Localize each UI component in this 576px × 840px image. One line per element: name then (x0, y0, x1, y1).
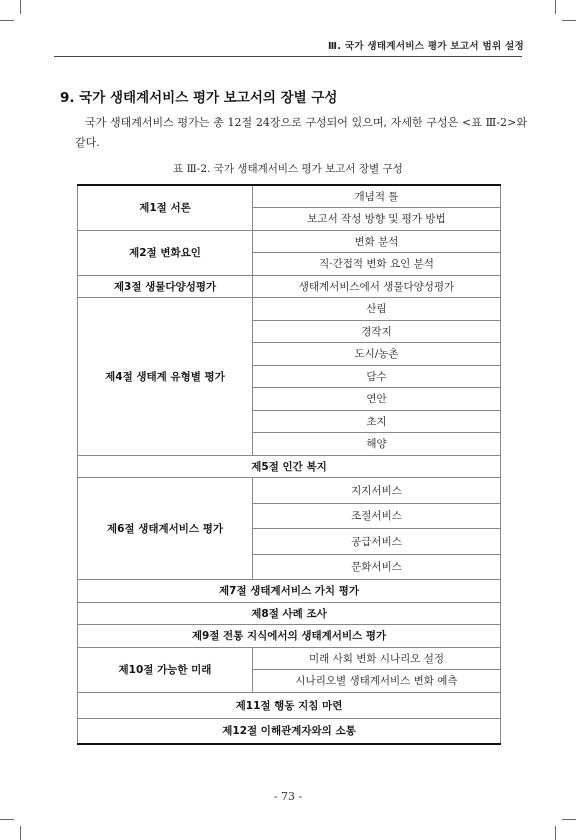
running-header: Ⅲ. 국가 생태계서비스 평가 보고서 범위 설정 (328, 41, 524, 52)
table-row (78, 692, 501, 718)
table-row (78, 625, 501, 648)
table-row (78, 718, 501, 744)
crop-mark (0, 819, 14, 820)
page-number: - 73 - (273, 790, 303, 803)
section-9-title: 제9절 전통 지식에서의 생태계서비스 평가 (78, 625, 501, 648)
section-1-item: 개념적 틀 (253, 185, 501, 208)
section-4-item: 연안 (253, 388, 501, 411)
crop-mark (555, 0, 556, 14)
table-row (78, 647, 501, 670)
section-4-title: 제4절 생태계 유형별 평가 (78, 298, 253, 456)
section-10-title: 제10절 가능한 미래 (78, 647, 253, 692)
section-5-title: 제5절 인간 복지 (78, 455, 501, 478)
section-4-item: 담수 (253, 365, 501, 388)
crop-mark (555, 826, 556, 840)
section-4-item: 해양 (253, 433, 501, 456)
table-row (78, 298, 501, 321)
section-4-item: 산림 (253, 298, 501, 321)
table-row (78, 185, 501, 208)
section-1-item: 보고서 작성 방향 및 평가 방법 (253, 208, 501, 231)
table-row (78, 230, 501, 253)
body-paragraph-text: 국가 생태계서비스 평가는 총 12절 24장으로 구성되어 있으며, 자세한 구성은 <표 Ⅲ-2>와 같다. (75, 116, 527, 149)
section-1-title: 제1절 서론 (78, 185, 253, 230)
body-paragraph (75, 113, 527, 153)
section-6-item: 공급서비스 (253, 529, 501, 555)
crop-mark (20, 0, 21, 14)
section-10-item: 시나리오별 생태계서비스 변화 예측 (253, 670, 501, 693)
section-12-title: 제12절 이해관계자와의 소통 (78, 718, 501, 744)
section-7-title: 제7절 생태계서비스 가치 평가 (78, 580, 501, 603)
table-caption: 표 Ⅲ-2. 국가 생태계서비스 평가 보고서 장별 구성 (173, 163, 403, 175)
section-10-item: 미래 사회 변화 시나리오 설정 (253, 647, 501, 670)
section-4-item: 경작지 (253, 320, 501, 343)
crop-mark (0, 20, 14, 21)
table-row (78, 602, 501, 625)
structure-table (77, 184, 501, 745)
section-title: 9. 국가 생태계서비스 평가 보고서의 장별 구성 (60, 90, 338, 106)
section-6-item: 지지서비스 (253, 478, 501, 504)
crop-mark (562, 20, 576, 21)
section-6-item: 문화서비스 (253, 554, 501, 580)
table-row (78, 275, 501, 298)
section-3-title: 제3절 생물다양성평가 (78, 275, 253, 298)
table-row (78, 455, 501, 478)
table-row (78, 580, 501, 603)
section-8-title: 제8절 사례 조사 (78, 602, 501, 625)
crop-mark (20, 826, 21, 840)
section-11-title: 제11절 행동 지침 마련 (78, 692, 501, 718)
table-row (78, 478, 501, 504)
section-6-item: 조절서비스 (253, 503, 501, 529)
section-2-item: 직·간접적 변화 요인 분석 (253, 253, 501, 276)
section-6-title: 제6절 생태계서비스 평가 (78, 478, 253, 580)
crop-mark (562, 819, 576, 820)
section-2-item: 변화 분석 (253, 230, 501, 253)
section-4-item: 도시/농촌 (253, 343, 501, 366)
section-3-item: 생태계서비스에서 생물다양성평가 (253, 275, 501, 298)
section-2-title: 제2절 변화요인 (78, 230, 253, 275)
section-4-item: 초지 (253, 410, 501, 433)
header-rule (54, 56, 522, 57)
